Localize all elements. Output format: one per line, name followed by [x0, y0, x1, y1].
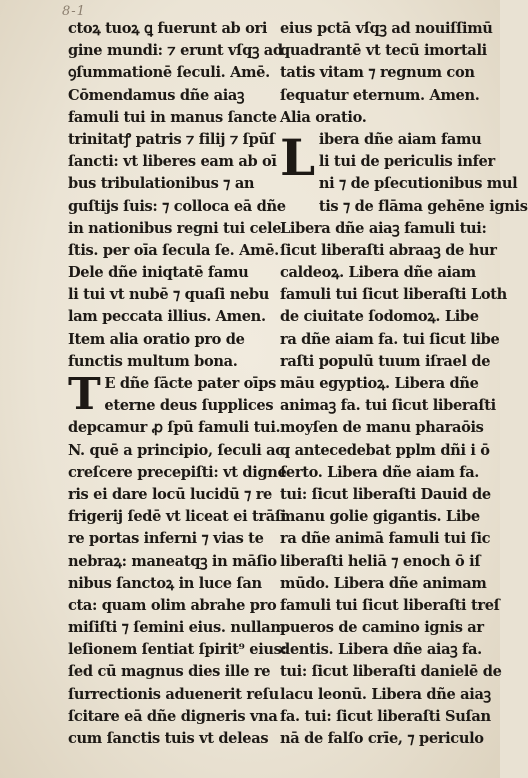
text-line: ſurrectionis aduenerit reſu — [68, 685, 279, 703]
text-line: eius pctā vſqꝫ ad nouiſſimū — [280, 20, 493, 37]
text-line: trinitatꝭ patris ⁊ filij ⁊ ſpūſ — [68, 130, 275, 148]
text-line: bus tribulationibus ⁊ an — [68, 175, 255, 193]
text-line: famuli tui ſicut liberaſti treſ — [280, 596, 500, 614]
text-line: tui: ſicut liberaſti Dauid de — [280, 485, 491, 503]
text-line: māu egyptioꝝ. Libera dñe — [280, 375, 479, 392]
text-line: nibus ſanctoꝝ in luce ſan — [68, 574, 262, 592]
text-line: Dele dñe iniqtatē famu — [68, 264, 249, 282]
text-line: dentis. Libera dñe aiaꝫ fa. — [280, 641, 482, 659]
text-line: ibera dñe aiam famu — [318, 130, 482, 148]
text-line: miſiſti ⁊ ſemini eius. nullam — [68, 619, 286, 637]
text-line: animaꝫ fa. tui ſicut liberaſti — [280, 397, 496, 415]
text-line: li tui vt nubē ⁊ quaſi nebu — [68, 286, 270, 304]
right-initial-paragraph — [280, 127, 528, 218]
text-line: li tui de periculis infer — [318, 153, 495, 171]
text-line: cta: quam olim abrahe pro — [68, 596, 277, 614]
text-line: pueros de camino ignis ar — [280, 619, 484, 637]
text-line: de ciuitate ſodomoꝝ. Libe — [280, 308, 479, 326]
text-line: fa. tui: ſicut liberaſti Suſan — [280, 707, 491, 725]
text-line: functis multum bona. — [68, 352, 238, 370]
right-text-block-a — [280, 18, 493, 129]
text-line: ra dñe animā famuli tui ſic — [280, 530, 491, 548]
text-line: Item alia oratio pro de — [68, 330, 245, 348]
drop-cap-initial: T — [68, 369, 101, 420]
text-line: N. quē a principio, ſeculi ac — [68, 441, 284, 459]
text-line: tis ⁊ de flāma gehēne ignis — [318, 197, 528, 215]
text-line: nā de falſo crīe, ⁊ periculo — [280, 730, 484, 747]
text-line: lacu leonū. Libera dñe aiaꝫ — [280, 685, 491, 703]
text-line: famuli tui in manus ſancte — [68, 108, 277, 126]
text-line: q antecedebat pplm dñi i ō — [280, 441, 490, 459]
right-text-block-b — [280, 218, 507, 751]
right-column — [280, 18, 528, 750]
drop-cap-initial: L — [280, 127, 315, 187]
text-line: tui: ſicut liberaſti danielē de — [280, 663, 502, 681]
text-line: moyſen de manu pharaōis — [280, 419, 484, 437]
text-line: ra dñe aiam fa. tui ſicut libe — [280, 330, 500, 348]
text-line: re portas inferni ⁊ vias te — [68, 530, 264, 548]
text-line: famuli tui ſicut liberaſti Loth — [280, 286, 507, 304]
text-line: Alia oratio. — [280, 108, 367, 126]
text-line: ꝯſummationē ſeculi. Amē. — [68, 64, 270, 82]
text-line: ſcitare eā dñe digneris vna — [68, 707, 278, 725]
text-line: liberaſti heliā ⁊ enoch ō iſ — [280, 552, 481, 570]
text-line: mūdo. Libera dñe animam — [280, 574, 487, 592]
text-line: ris ei dare locū lucidū ⁊ re — [68, 485, 272, 503]
text-line: raſti populū tuum iſrael de — [280, 352, 491, 370]
text-line: ſtis. per oīa ſecula ſe. Amē. — [68, 241, 279, 259]
text-line: caldeoꝝ. Libera dñe aiam — [280, 264, 476, 282]
text-line: ni ⁊ de pſecutionibus mul — [318, 175, 518, 193]
text-line: ſerto. Libera dñe aiam fa. — [280, 463, 480, 481]
text-line: quadrantē vt tecū imortali — [280, 42, 487, 60]
text-line: gine mundi: ⁊ erunt vſqꝫ ad — [68, 42, 283, 60]
text-line: leſionem ſentiat ſpirit⁹ eius: — [68, 641, 287, 659]
text-line: E dñe ſācte pater oīps — [104, 375, 276, 392]
text-line: depcamur ꝓ ſpū famuli tui. — [68, 419, 281, 437]
text-line: tatis vitam ⁊ regnum con — [280, 64, 475, 82]
text-line: guſtijs ſuis: ⁊ colloca eā dñe — [68, 197, 286, 215]
text-line: ſed cū magnus dies ille re — [68, 663, 271, 681]
left-initial-paragraph — [68, 369, 276, 420]
text-line: cum ſanctis tuis vt deleas — [68, 730, 269, 747]
text-line: ſequatur eternum. Amen. — [280, 86, 480, 104]
text-line: Cōmendamus dñe aiaꝫ — [68, 86, 245, 104]
text-line: creſcere precepiſti: vt digne — [68, 463, 287, 481]
text-line: frigerij ſedē vt liceat ei trāſi — [68, 508, 286, 526]
text-line: Libera dñe aiaꝫ famuli tui: — [280, 219, 487, 237]
text-line: ſicut liberaſti abraaꝫ de hur — [280, 241, 497, 259]
text-line: eterne deus ſupplices — [104, 397, 274, 415]
folio-mark: 8-1 — [62, 4, 86, 19]
text-line: in nationibus regni tui cele — [68, 219, 282, 237]
text-line: ſancti: vt liberes eam ab oī — [68, 153, 277, 171]
left-text-block-a — [68, 18, 286, 373]
left-text-block-b — [68, 417, 287, 750]
text-line: ctoꝝ tuoꝝ ꝗ fuerunt ab ori — [68, 20, 268, 37]
text-line: lam peccata illius. Amen. — [68, 308, 266, 326]
text-line: manu golie gigantis. Libe — [280, 508, 480, 526]
text-line: nebraꝝ: maneatqꝫ in māſio — [68, 552, 277, 570]
left-column — [68, 18, 287, 750]
